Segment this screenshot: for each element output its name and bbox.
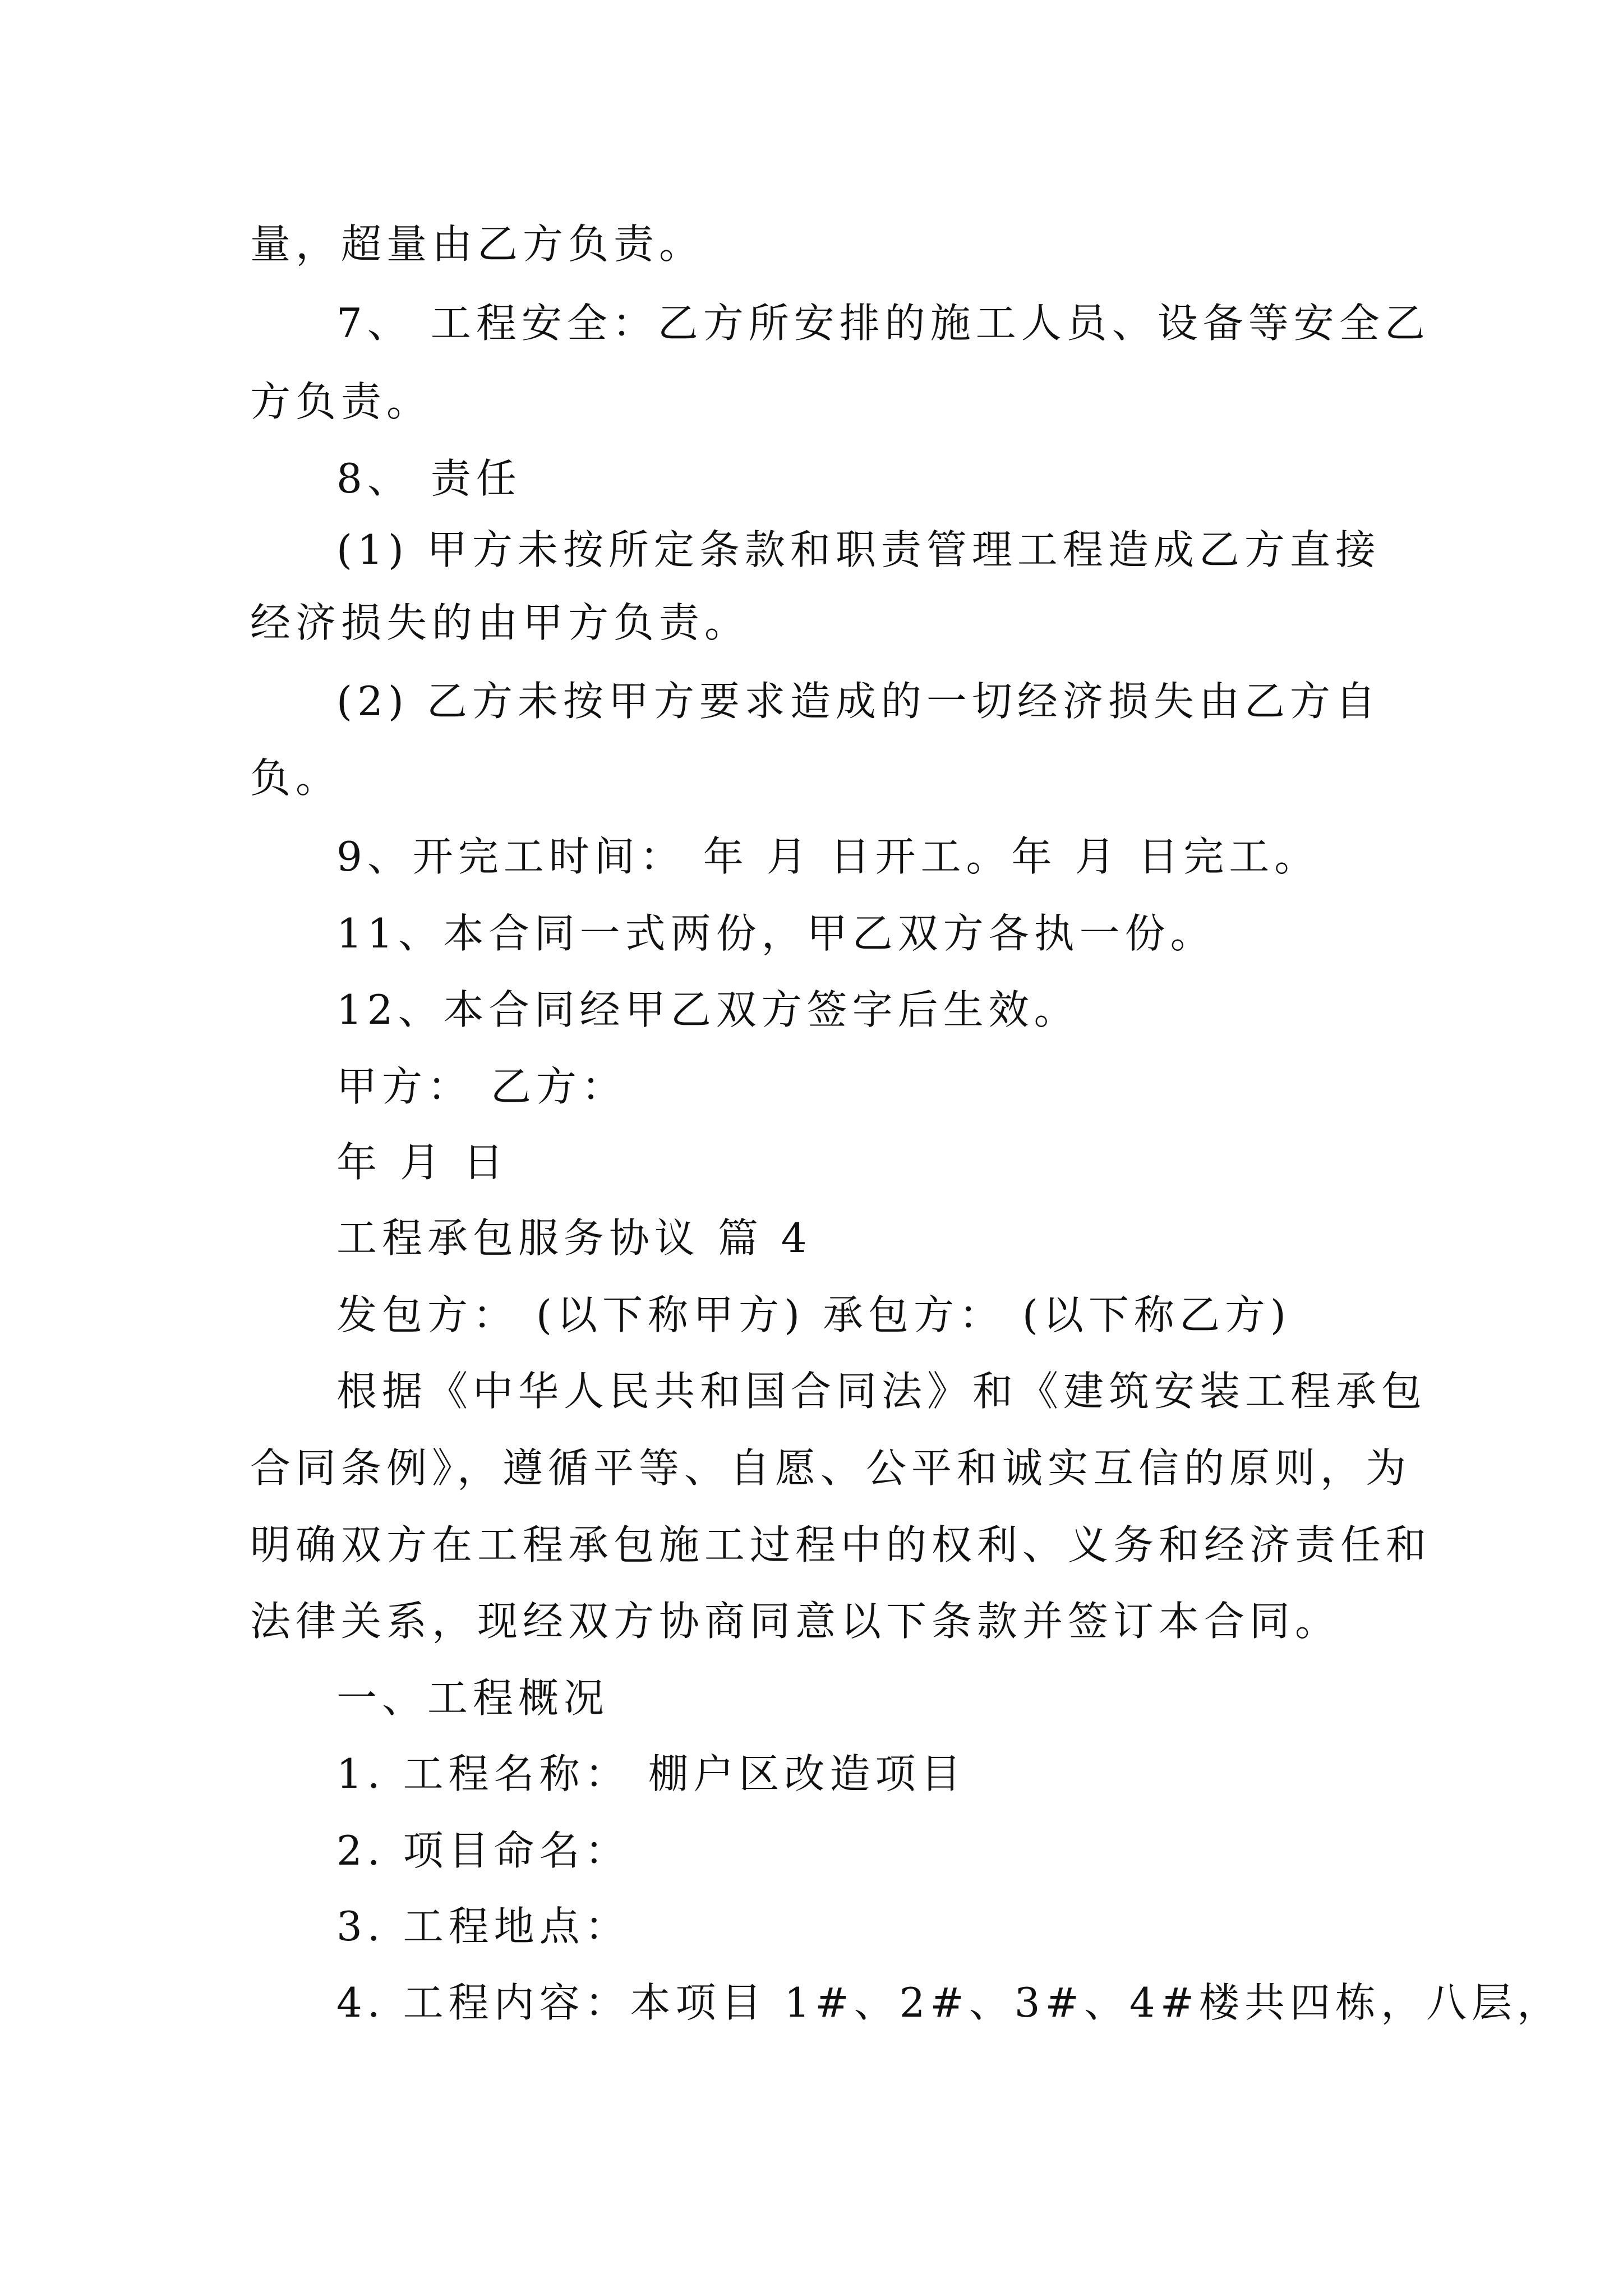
text-line: 经济损失的由甲方负责。 — [250, 599, 750, 646]
text-line: 1. 工程名称： 棚户区改造项目 — [336, 1750, 966, 1797]
text-line: 法律关系，现经双方协商同意以下条款并签订本合同。 — [250, 1598, 1341, 1645]
text-line: 根据《中华人民共和国合同法》和《建筑安装工程承包 — [336, 1368, 1427, 1415]
text-line: 发包方： (以下称甲方) 承包方： (以下称乙方) — [336, 1291, 1292, 1338]
text-line: 方负责。 — [250, 378, 432, 425]
text-line: 量，超量由乙方负责。 — [250, 220, 705, 268]
text-line: 4. 工程内容：本项目 1#、2#、3#、4#楼共四栋，八层， — [336, 1979, 1563, 2026]
text-line: 明确双方在工程承包施工过程中的权利、义务和经济责任和 — [250, 1521, 1432, 1568]
text-line: 负。 — [250, 754, 342, 802]
text-line: 2. 项目命名： — [336, 1827, 630, 1874]
text-line: 3. 工程地点： — [336, 1903, 630, 1950]
text-line: 11、本合同一式两份，甲乙双方各执一份。 — [336, 910, 1216, 957]
text-line: 甲方： 乙方： — [336, 1063, 627, 1110]
text-line: 9、开完工时间： 年 月 日开工。年 月 日完工。 — [336, 833, 1320, 880]
section-heading: 工程承包服务协议 篇 4 — [336, 1214, 812, 1262]
text-line: 合同条例》，遵循平等、自愿、公平和诚实互信的原则，为 — [250, 1444, 1412, 1492]
text-line: 12、本合同经甲乙双方签字后生效。 — [336, 986, 1080, 1033]
text-line: 8、 责任 — [336, 455, 522, 502]
text-line: 年 月 日 — [336, 1139, 509, 1186]
text-line: 一、工程概况 — [336, 1674, 610, 1722]
text-line: (1) 甲方未按所定条款和职责管理工程造成乙方直接 — [336, 526, 1381, 573]
text-line: (2) 乙方未按甲方要求造成的一切经济损失由乙方自 — [336, 678, 1381, 725]
text-line: 7、 工程安全：乙方所安排的施工人员、设备等安全乙 — [336, 300, 1430, 347]
